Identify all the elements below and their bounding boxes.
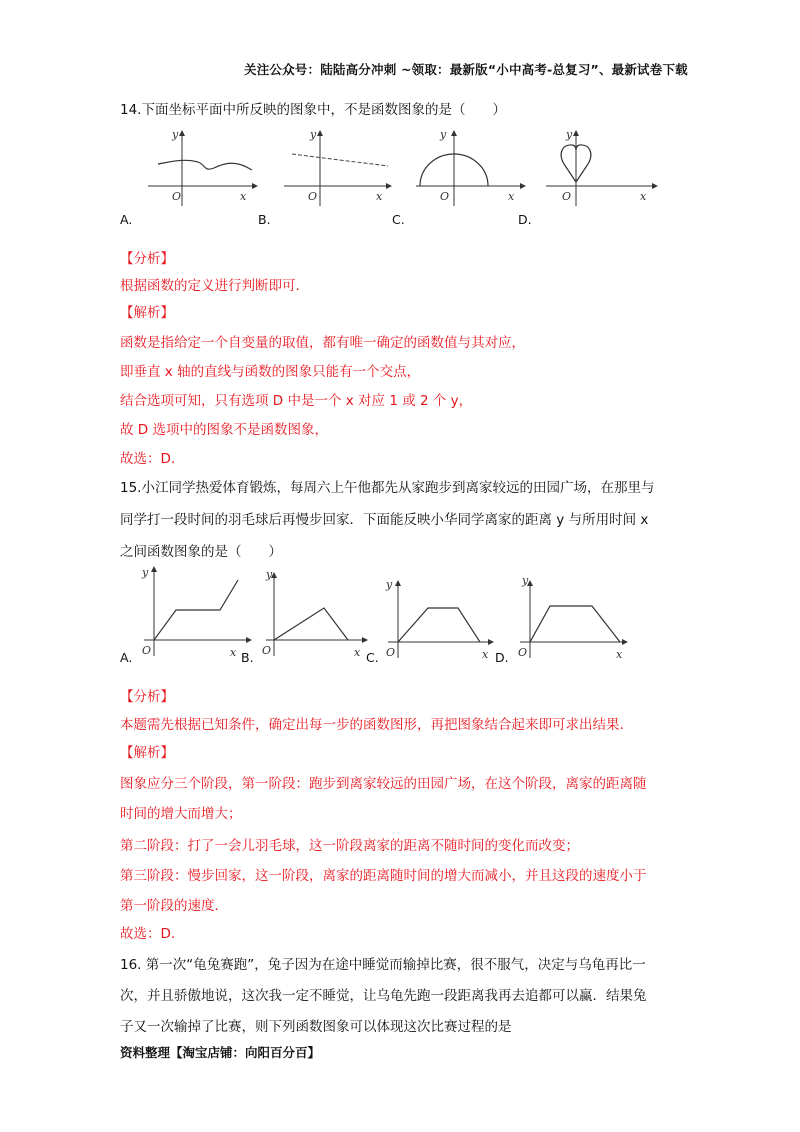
q15-solution-line-4: 第三阶段：慢步回家，这一阶段，离家的距离随时间的增大而减小，并且这段的速度小于 (120, 868, 647, 884)
q15-graph-b (256, 562, 376, 662)
q15-graph-c (378, 572, 498, 662)
axis-x-label: x (640, 190, 647, 203)
q15-solution-line-1: 图象应分三个阶段，第一阶段：跑步到离家较远的田园广场，在这个阶段，离家的距离随 (120, 776, 647, 792)
q14-graph-b (276, 128, 396, 208)
q14-solution-line-4: 故 D 选项中的图象不是函数图象， (120, 422, 328, 438)
page-footer: 资料整理【淘宝店铺：向阳百分百】 (120, 1045, 321, 1060)
q14-graph-a (140, 128, 260, 208)
q14-answer: 故选：D. (120, 451, 176, 467)
q14-solution-line-2: 即垂直 x 轴的直线与函数的图象只能有一个交点， (120, 364, 421, 380)
q15-option-d[interactable]: D. (495, 650, 509, 665)
q15-stem-line-1: 15.小江同学热爱体育锻炼，每周六上午他都先从家跑步到离家较远的田园广场，在那里与 (120, 480, 655, 496)
axis-origin-label: O (142, 644, 152, 657)
q14-solution-label: 【解析】 (120, 305, 174, 321)
axis-origin-label: O (172, 190, 182, 203)
q16-stem-line-3: 子又一次输掉了比赛，则下列函数图象可以体现这次比赛过程的是 (120, 1019, 512, 1035)
q14-solution-line-3: 结合选项可知，只有选项 D 中是一个 x 对应 1 或 2 个 y， (120, 393, 473, 409)
q16-stem-line-2: 次，并且骄傲地说，这次我一定不睡觉，让乌龟先跑一段距离我再去追都可以赢．结果兔 (120, 988, 647, 1004)
q14-option-a[interactable]: A. (120, 212, 133, 227)
q14-analysis-text: 根据函数的定义进行判断即可. (120, 278, 300, 294)
q15-analysis-label: 【分析】 (120, 689, 174, 705)
q14-option-c[interactable]: C. (392, 212, 405, 227)
axis-origin-label: O (562, 190, 572, 203)
axis-x-label: x (482, 648, 489, 661)
axis-y-label: y (566, 128, 573, 141)
q14-graph-d (542, 128, 662, 208)
axis-x-label: x (508, 190, 515, 203)
axis-y-label: y (310, 128, 317, 141)
q15-solution-line-2: 时间的增大而增大； (120, 806, 242, 822)
axis-y-label: y (172, 128, 179, 141)
q14-option-d[interactable]: D. (518, 212, 532, 227)
q14-solution-line-1: 函数是指给定一个自变量的取值，都有唯一确定的函数值与其对应， (120, 335, 525, 351)
axis-origin-label: O (518, 646, 528, 659)
q14-option-b[interactable]: B. (258, 212, 271, 227)
q14-analysis-label: 【分析】 (120, 251, 174, 267)
q15-solution-label: 【解析】 (120, 745, 174, 761)
q15-option-b[interactable]: B. (241, 650, 254, 665)
axis-origin-label: O (262, 644, 272, 657)
q15-graph-a (134, 562, 254, 662)
axis-x-label: x (616, 648, 623, 661)
q15-stem-line-3: 之间函数图象的是（ ） (120, 544, 282, 560)
q15-solution-line-3: 第二阶段：打了一会儿羽毛球，这一阶段离家的距离不随时间的变化而改变； (120, 838, 579, 854)
q15-answer: 故选：D. (120, 926, 176, 942)
page-header: 关注公众号：陆陆高分冲刺 ~领取：最新版“小中高考-总复习”、最新试卷下载 (244, 62, 688, 77)
q15-graph-d (510, 570, 634, 662)
q14-stem: 14.下面坐标平面中所反映的图象中，不是函数图象的是（ ） (120, 102, 506, 118)
axis-origin-label: O (386, 646, 396, 659)
q14-graph-c (410, 128, 530, 208)
axis-y-label: y (522, 574, 529, 587)
q16-stem-line-1: 16. 第一次“龟兔赛跑”，兔子因为在途中睡觉而输掉比赛，很不服气，决定与乌龟再比一 (120, 957, 646, 973)
axis-y-label: y (386, 578, 393, 591)
axis-x-label: x (230, 646, 237, 659)
q15-analysis-text: 本题需先根据已知条件，确定出每一步的函数图形，再把图象结合起来即可求出结果. (120, 717, 624, 733)
axis-y-label: y (266, 568, 273, 581)
q15-option-a[interactable]: A. (120, 650, 133, 665)
axis-y-label: y (142, 566, 149, 579)
axis-x-label: x (376, 190, 383, 203)
q15-option-c[interactable]: C. (366, 650, 379, 665)
axis-y-label: y (440, 128, 447, 141)
axis-origin-label: O (308, 190, 318, 203)
axis-x-label: x (354, 646, 361, 659)
axis-origin-label: O (440, 190, 450, 203)
q15-stem-line-2: 同学打一段时间的羽毛球后再慢步回家．下面能反映小华同学离家的距离 y 与所用时间 x (120, 512, 649, 528)
axis-x-label: x (240, 190, 247, 203)
q15-solution-line-5: 第一阶段的速度. (120, 898, 219, 914)
